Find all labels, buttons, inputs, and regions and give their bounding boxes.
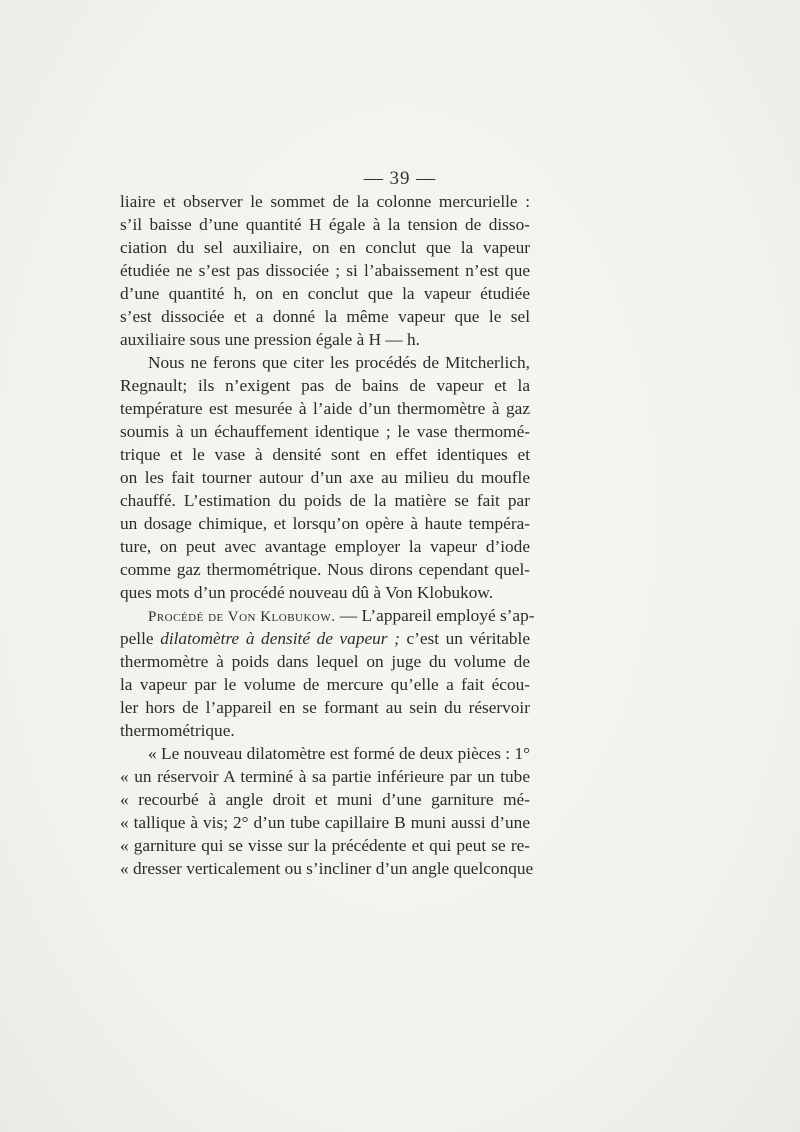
quote-line: « tallique à vis; 2° d’un tube capillaire B muni aussi d’une bbox=[120, 813, 530, 832]
body-text bbox=[120, 190, 535, 880]
section-line-start: pelle bbox=[120, 629, 161, 648]
text-line: un dosage chimique, et lorsqu’on opère à haute tempéra- bbox=[120, 514, 530, 533]
section-heading: Procédé de Von Klobukow. bbox=[148, 609, 336, 625]
text-line: comme gaz thermométrique. Nous dirons cependant quel- bbox=[120, 560, 530, 579]
text-line: ques mots d’un procédé nouveau dû à Von Klobukow. bbox=[120, 583, 494, 602]
section-first-line bbox=[120, 604, 535, 627]
text-line: la vapeur par le volume de mercure qu’elle a fait écou- bbox=[120, 675, 530, 694]
text-line: thermomètre à poids dans lequel on juge du volume de bbox=[120, 652, 530, 671]
text-line: Regnault; ils n’exigent pas de bains de vapeur et la bbox=[120, 376, 530, 395]
text-line: d’une quantité h, on en conclut que la vapeur étudiée bbox=[120, 284, 530, 303]
text-line: auxiliaire sous une pression égale à H — h. bbox=[120, 330, 420, 349]
text-line: Nous ne ferons que citer les procédés de Mitcherlich, bbox=[148, 353, 530, 372]
text-line: soumis à un échauffement identique ; le vase thermomé- bbox=[120, 422, 530, 441]
text-line: liaire et observer le sommet de la colonne mercurielle : bbox=[120, 192, 530, 211]
text-line: chauffé. L’estimation du poids de la matière se fait par bbox=[120, 491, 530, 510]
text-line: trique et le vase à densité sont en effet identiques et bbox=[120, 445, 530, 464]
quote-line: « dresser verticalement ou s’incliner d’un angle quelconque bbox=[120, 859, 534, 878]
text-line: ture, on peut avec avantage employer la vapeur d’iode bbox=[120, 537, 530, 556]
text-line: thermométrique. bbox=[120, 721, 235, 740]
quote-line: « un réservoir A terminé à sa partie inférieure par un tube bbox=[120, 767, 530, 786]
text-line: s’il baisse d’une quantité H égale à la tension de disso- bbox=[120, 215, 530, 234]
section-line-end: c’est un véritable bbox=[399, 629, 530, 648]
quote-line: « Le nouveau dilatomètre est formé de deux pièces : 1° bbox=[148, 744, 530, 763]
section-line-rest: — L’appareil employé s’ap- bbox=[335, 606, 535, 625]
text-line: température est mesurée à l’aide d’un thermomètre à gaz bbox=[120, 399, 530, 418]
quote-line: « garniture qui se visse sur la précédente et qui peut se re- bbox=[120, 836, 530, 855]
text-line: étudiée ne s’est pas dissociée ; si l’abaissement n’est que bbox=[120, 261, 530, 280]
text-line: on les fait tourner autour d’un axe au milieu du moufle bbox=[120, 468, 530, 487]
text-line: ciation du sel auxiliaire, on en conclut que la vapeur bbox=[120, 238, 530, 257]
italic-term: dilatomètre à densité de vapeur ; bbox=[160, 629, 400, 648]
quote-line: « recourbé à angle droit et muni d’une garniture mé- bbox=[120, 790, 530, 809]
section-second-line bbox=[120, 627, 530, 650]
text-line: ler hors de l’appareil en se formant au sein du réservoir bbox=[120, 698, 530, 717]
text-line: s’est dissociée et a donné la même vapeur que le sel bbox=[120, 307, 530, 326]
page-number: — 39 — bbox=[363, 168, 437, 189]
